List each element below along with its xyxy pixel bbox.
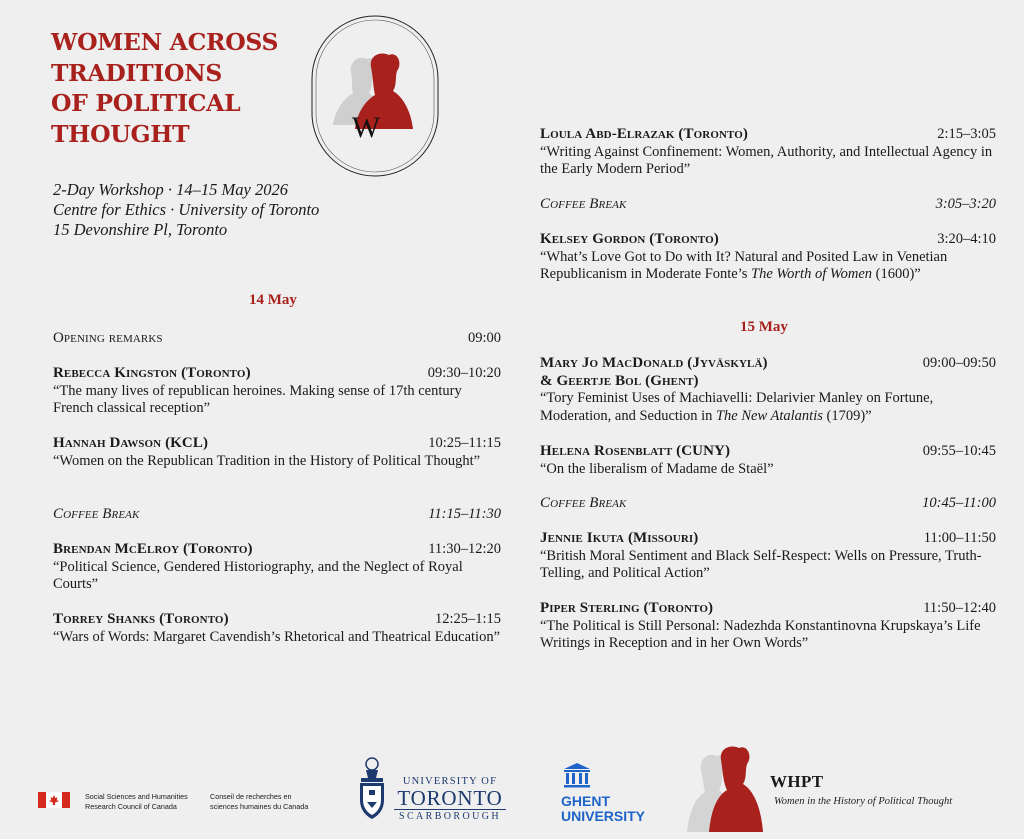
info-dates: 2-Day Workshop · 14–15 May 2026: [53, 180, 288, 199]
coffee-break-entry: [540, 495, 996, 513]
entry-speaker: Hannah Dawson (KCL): [53, 435, 209, 451]
whpt-emblem-logo: [683, 740, 778, 835]
sshrc-name-english: [85, 792, 188, 811]
entry-talk-title: “The Political is Still Personal: Nadezhda Konstantinovna Krupskaya’s Life Writings in Reception and in her Own Words”: [540, 617, 981, 651]
workshop-emblem-logo: [311, 15, 439, 177]
schedule-entry: [540, 600, 996, 653]
ghent-line: GHENT: [561, 793, 610, 809]
entry-talk-title: “The many lives of republican heroines. Making sense of 17th century French classical reception”: [53, 382, 462, 416]
schedule-entry: [540, 355, 996, 425]
entry-time: 09:55–10:45: [922, 443, 996, 459]
talk-work-title: The New Atalantis: [715, 407, 823, 424]
title-line: OF POLITICAL: [51, 89, 241, 117]
uoft-line-2: TORONTO: [397, 786, 503, 810]
entry-talk-title: “Writing Against Confinement: Women, Authority, and Intellectual Agency in the Early Modern Period”: [540, 143, 993, 177]
emblem-letter: W: [351, 111, 381, 144]
uoft-line-1: UNIVERSITY OF: [402, 776, 498, 787]
entry-speaker: Coffee Break: [540, 495, 627, 511]
entry-talk-title: “Women on the Republican Tradition in the History of Political Thought”: [53, 452, 481, 469]
schedule-entry: [53, 365, 501, 418]
entry-talk-title: [540, 390, 996, 425]
schedule-entry: [540, 443, 996, 478]
entry-speaker: Loula Abd-Elrazak (Toronto): [540, 126, 749, 142]
entry-speaker: Helena Rosenblatt (CUNY): [540, 443, 731, 459]
coffee-break-entry: [540, 196, 996, 214]
entry-time: 10:25–11:15: [428, 435, 501, 451]
schedule-entry: [540, 126, 996, 179]
entry-time: 12:25–1:15: [434, 611, 501, 627]
entry-speaker: Mary Jo MacDonald (Jyväskylä): [540, 355, 768, 371]
schedule-entry: [53, 435, 501, 470]
entry-speaker: Kelsey Gordon (Toronto): [540, 231, 719, 247]
uoft-crest-icon: [356, 756, 388, 822]
entry-speaker-2: & Geertje Bol (Ghent): [540, 372, 699, 389]
entry-time: 3:20–4:10: [937, 231, 996, 247]
entry-speaker: Coffee Break: [53, 506, 140, 522]
talk-text: “What’s Love Got to Do with It? Natural and Posited Law in Venetian Republicanism in Moderate Fonte’s: [540, 248, 948, 282]
entry-time: 09:30–10:20: [427, 365, 501, 381]
talk-work-title: The Worth of Women: [751, 266, 873, 282]
entry-speaker: Torrey Shanks (Toronto): [53, 611, 229, 627]
canada-flag-icon: [38, 792, 70, 808]
ghent-building-icon: [563, 762, 591, 788]
entry-talk-title: “British Moral Sentiment and Black Self-Respect: Wells on Pressure, Truth-Telling, and Political Action”: [540, 547, 982, 581]
sshrc-line: Research Council of Canada: [85, 801, 177, 811]
schedule-entry: [53, 611, 501, 646]
sshrc-line: Social Sciences and Humanities: [85, 792, 188, 801]
entry-time: 09:00: [467, 330, 501, 346]
entry-speaker: Brendan McElroy (Toronto): [53, 541, 253, 557]
entry-talk-title: “On the liberalism of Madame de Staël”: [540, 460, 774, 477]
talk-text: (1709)”: [822, 407, 872, 424]
schedule-entry: [540, 231, 996, 284]
day-heading-14-may: 14 May: [249, 292, 297, 308]
entry-talk-title: “Wars of Words: Margaret Cavendish’s Rhetorical and Theatrical Education”: [53, 628, 501, 645]
talk-text: (1600)”: [872, 266, 921, 282]
title-line: TRADITIONS: [51, 58, 223, 87]
sshrc-name-french: [210, 792, 308, 811]
entry-time: 2:15–3:05: [937, 126, 996, 142]
workshop-info: [53, 180, 319, 240]
entry-speaker: Coffee Break: [540, 196, 627, 212]
info-address: 15 Devonshire Pl, Toronto: [53, 220, 228, 239]
entry-time: 3:05–3:20: [935, 196, 996, 212]
schedule-entry: [53, 330, 501, 348]
entry-talk-title: “Political Science, Gendered Historiography, and the Neglect of Royal Courts”: [53, 558, 463, 592]
entry-time: 11:30–12:20: [428, 541, 501, 557]
schedule-entry: [540, 530, 996, 583]
entry-time: 09:00–09:50: [922, 355, 996, 371]
entry-speaker: Rebecca Kingston (Toronto): [53, 365, 251, 381]
entry-time: 11:00–11:50: [923, 530, 996, 546]
entry-speaker: Opening remarks: [53, 330, 163, 346]
uoft-line-3: SCARBOROUGH: [394, 809, 506, 822]
ghent-line: UNIVERSITY: [561, 808, 646, 824]
title-line: WOMEN ACROSS: [51, 28, 279, 56]
entry-time: 10:45–11:00: [922, 495, 996, 511]
info-venue: Centre for Ethics · University of Toronto: [53, 200, 320, 219]
entry-talk-title: [540, 249, 996, 284]
entry-speaker: Jennie Ikuta (Missouri): [540, 530, 699, 546]
entry-time: 11:15–11:30: [428, 506, 501, 522]
entry-speaker: Piper Sterling (Toronto): [540, 600, 714, 616]
sshrc-line: Conseil de recherches en: [210, 792, 292, 801]
title-line: THOUGHT: [51, 119, 190, 148]
ghent-university-logo: [561, 794, 645, 824]
day-heading-15-may: 15 May: [740, 319, 788, 335]
workshop-title: [51, 27, 301, 149]
entry-time: 11:50–12:40: [923, 600, 996, 616]
whpt-subtitle: Women in the History of Political Thought: [774, 796, 953, 807]
whpt-wordmark: WHPT: [770, 772, 824, 791]
talk-text: “Tory Feminist Uses of Machiavelli: Delarivier Manley on Fortune, Moderation, and Seduction in: [540, 390, 934, 424]
coffee-break-entry: [53, 506, 501, 524]
sshrc-line: sciences humaines du Canada: [210, 801, 309, 811]
uoft-scarborough-logo: [394, 776, 506, 822]
schedule-entry: [53, 541, 501, 594]
